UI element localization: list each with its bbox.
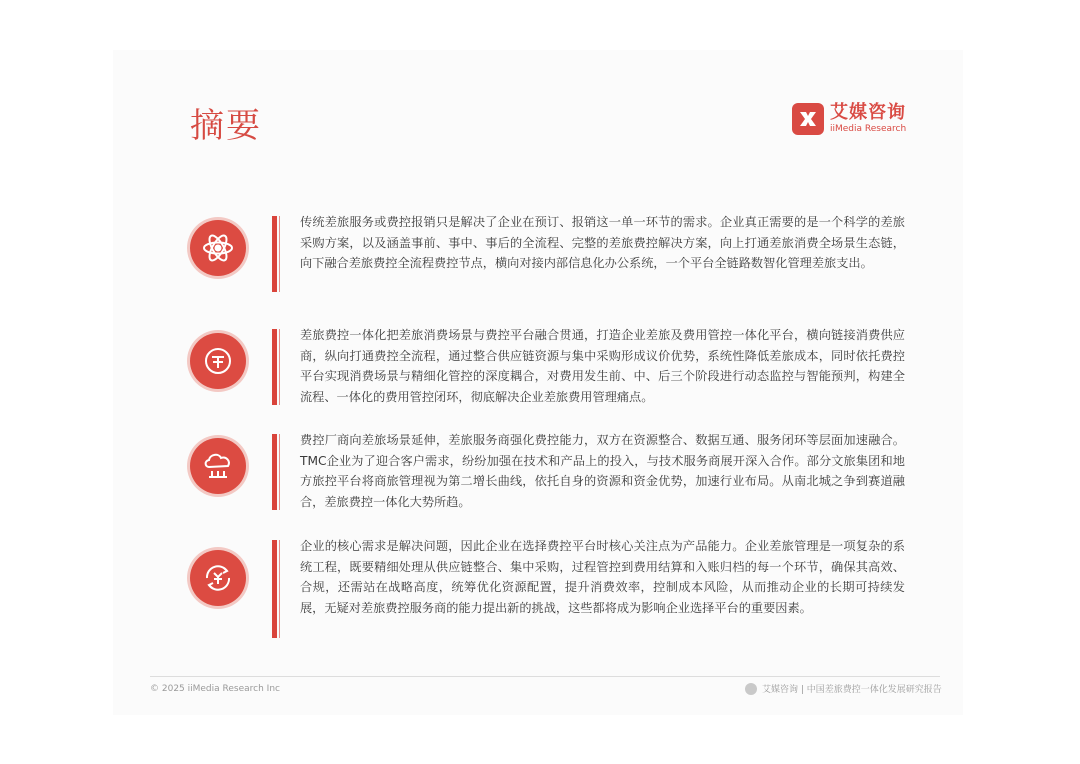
section-paragraph: 费控厂商向差旅场景延伸，差旅服务商强化费控能力，双方在资源整合、数据互通、服务闭环等层面加速融合。TMC企业为了迎合客户需求，纷纷加强在技术和产品上的投入，与技术服务商展开深入合作。部分文旅集团和地方旅控平台将商旅管理视为第二增长曲线，依托自身的资源和资金优势，加速行业布局。从南北城之争到赛道融合，差旅费控一体化大势所趋。 xyxy=(300,433,905,509)
footer-logo-icon xyxy=(745,683,757,695)
money-cycle-icon xyxy=(190,550,246,606)
brand-logo xyxy=(792,103,906,135)
footer-divider xyxy=(150,676,940,677)
section-accent-bar xyxy=(272,329,277,405)
section-accent-bar xyxy=(272,540,277,638)
atom-icon xyxy=(190,220,246,276)
footer-report-text: 艾媒咨询 | 中国差旅费控一体化发展研究报告 xyxy=(762,685,942,695)
section-paragraph: 差旅费控一体化把差旅消费场景与费控平台融合贯通，打造企业差旅及费用管控一体化平台，横向链接消费供应商，纵向打通费控全流程，通过整合供应链资源与集中采购形成议价优势，系统性降低差旅成本，同时依托费控平台实现消费场景与精细化管控的深度耦合，对费用发生前、中、后三个阶段进行动态监控与智能预判，构建全流程、一体化的费用管控闭环，彻底解决企业差旅费用管理痛点。 xyxy=(300,328,905,404)
summary-section-4 xyxy=(190,536,910,646)
section-accent-bar xyxy=(272,216,277,292)
logo-cn-text: 艾媒咨询 xyxy=(830,102,906,123)
logo-mark-icon xyxy=(792,103,824,135)
page-title: 摘要 xyxy=(190,106,262,146)
footer-report-title xyxy=(745,682,942,695)
footer-copyright: © 2025 iiMedia Research Inc xyxy=(150,684,280,694)
summary-section-1 xyxy=(190,212,910,298)
summary-section-2 xyxy=(190,325,910,411)
logo-en-text: iiMedia Research xyxy=(830,124,907,134)
cloud-network-icon xyxy=(190,438,246,494)
section-paragraph: 传统差旅服务或费控报销只是解决了企业在预订、报销这一单一环节的需求。企业真正需要的是一个科学的差旅采购方案，以及涵盖事前、事中、事后的全流程、完整的差旅费控解决方案，向上打通差旅消费全场景生态链，向下融合差旅费控全流程费控节点，横向对接内部信息化办公系统，一个平台全链路数智化管理差旅支出。 xyxy=(300,215,905,270)
travel-badge-icon xyxy=(190,333,246,389)
section-accent-bar xyxy=(272,434,277,510)
summary-section-3 xyxy=(190,430,910,516)
section-paragraph: 企业的核心需求是解决问题，因此企业在选择费控平台时核心关注点为产品能力。企业差旅管理是一项复杂的系统工程，既要精细处理从供应链整合、集中采购，过程管控到费用结算和入账归档的每一个环节，确保其高效、合规，还需站在战略高度，统筹优化资源配置，提升消费效率，控制成本风险，从而推动企业的长期可持续发展，无疑对差旅费控服务商的能力提出新的挑战，这些都将成为影响企业选择平台的重要因素。 xyxy=(300,539,905,615)
